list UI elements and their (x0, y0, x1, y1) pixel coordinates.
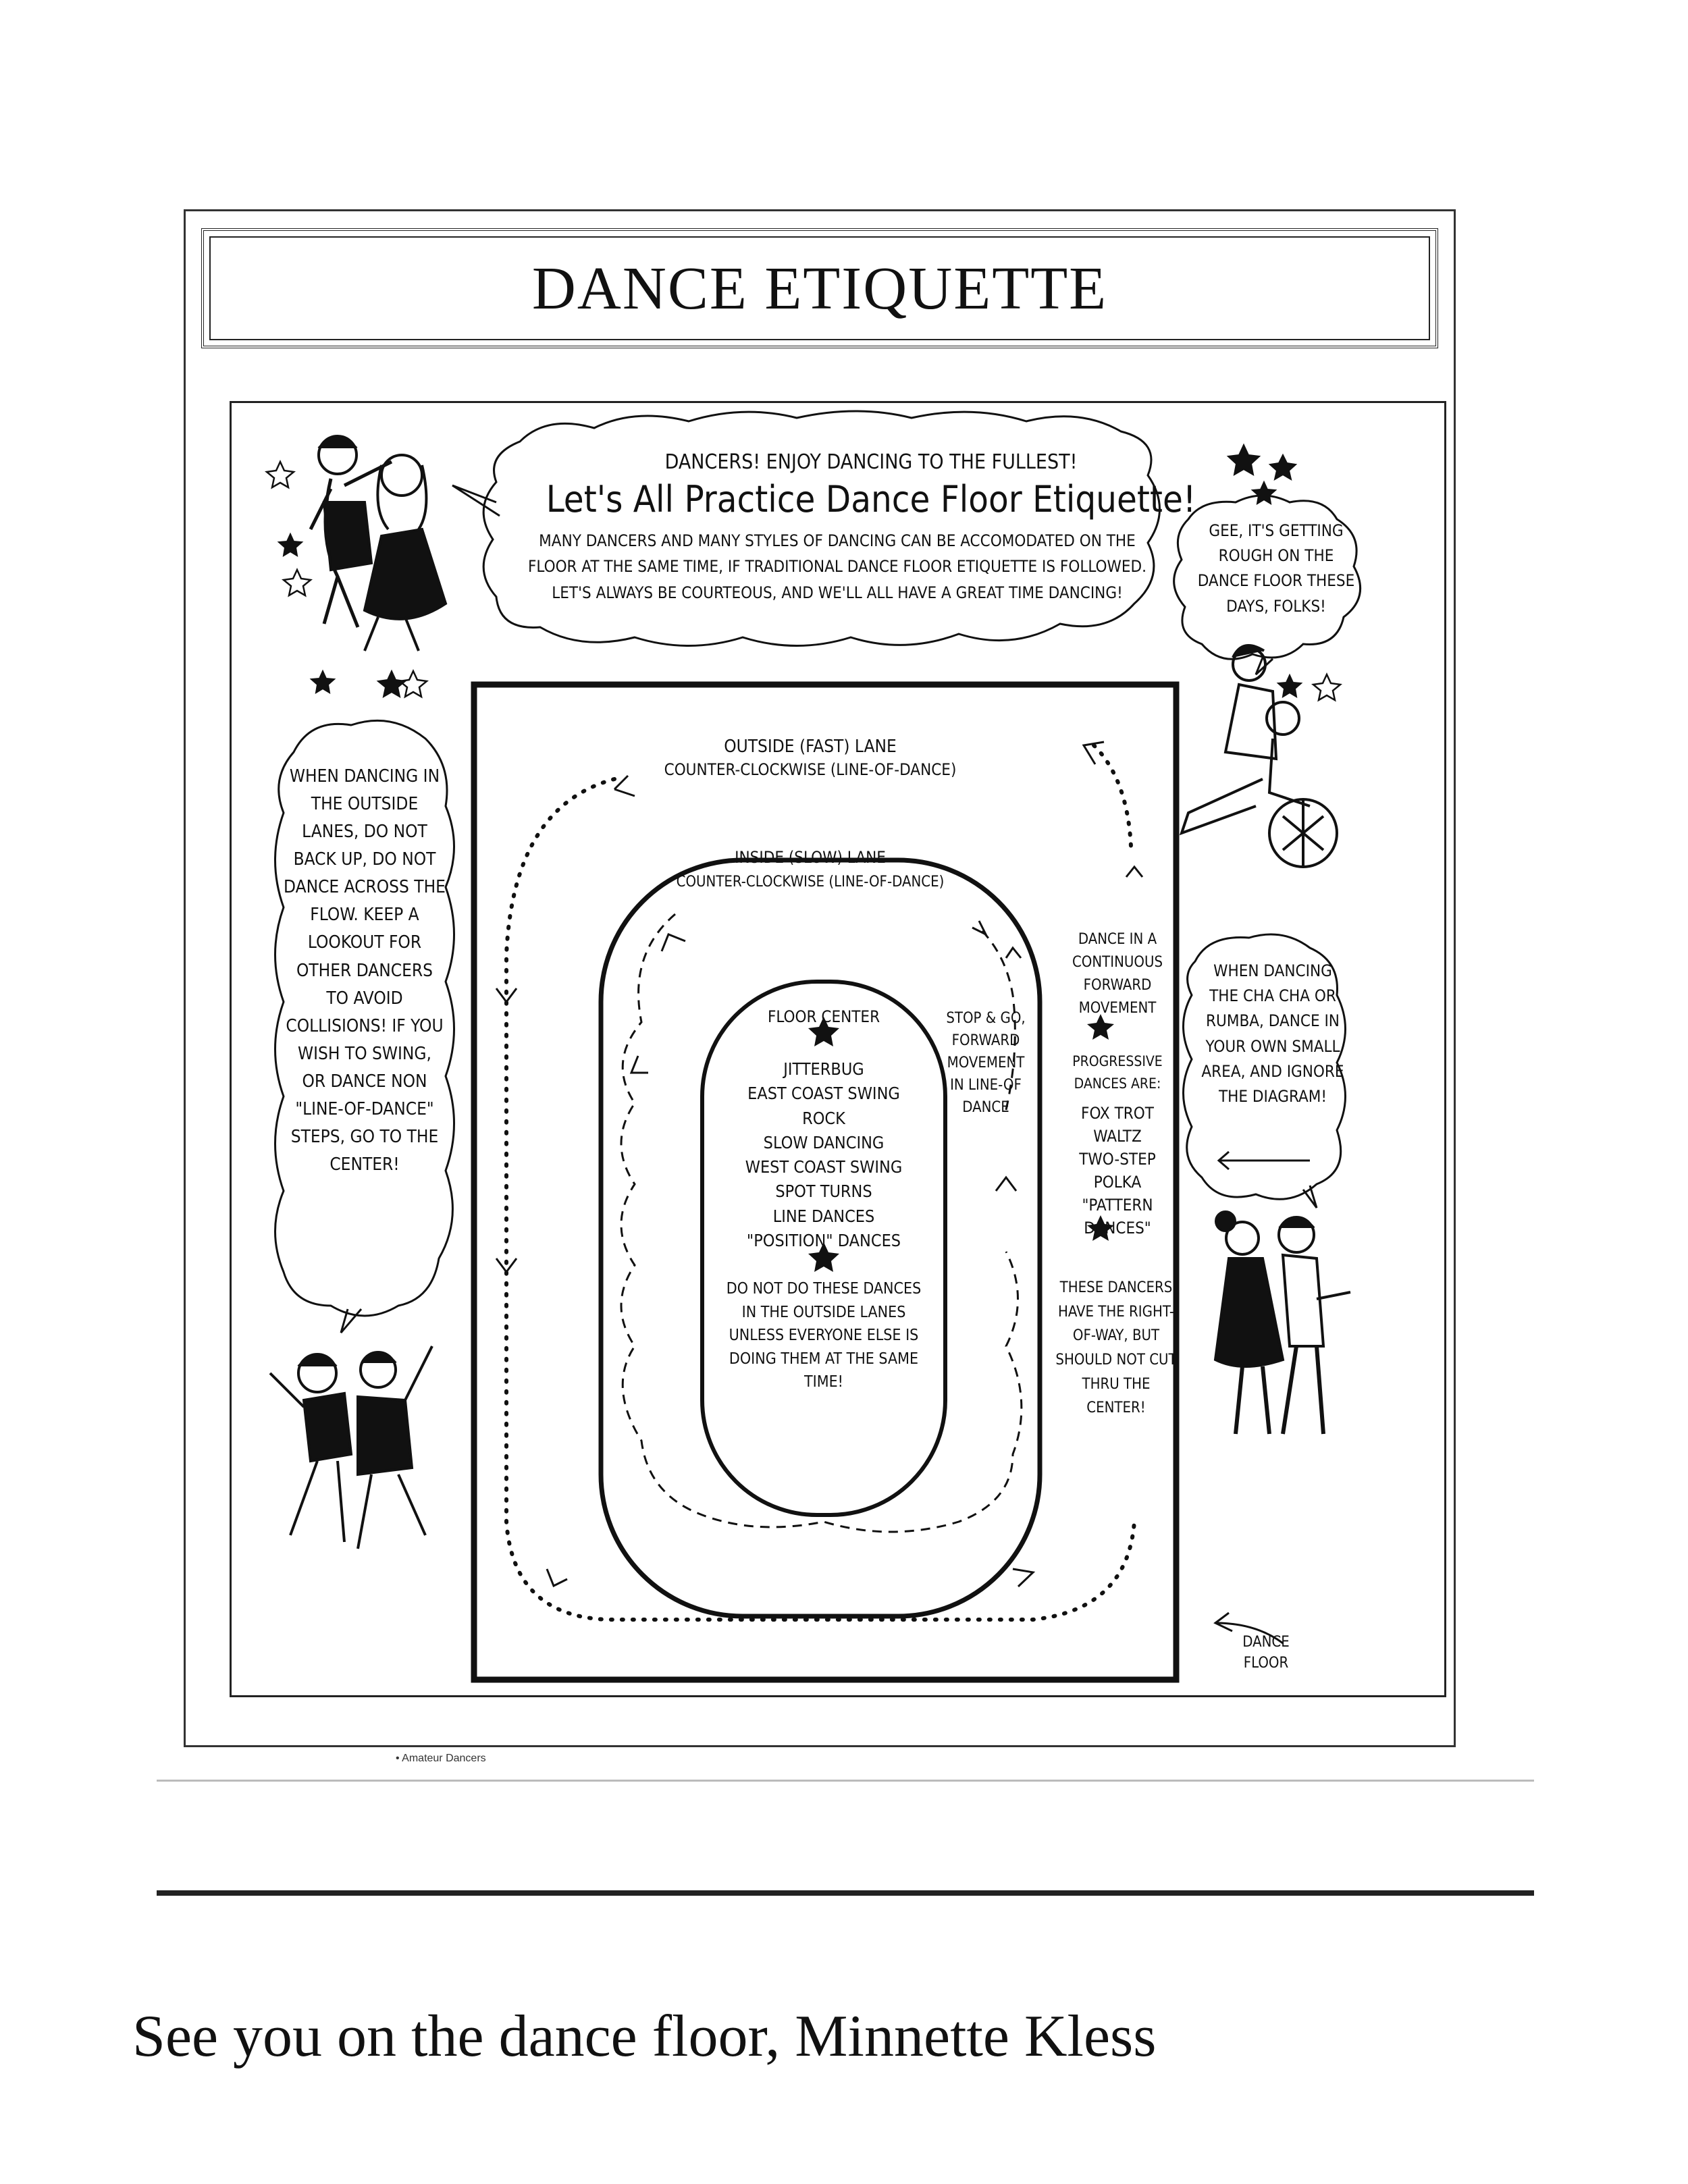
floor-center-heading: FLOOR CENTER (767, 1007, 880, 1026)
divider-thin (157, 1780, 1534, 1782)
progressive-dance-item: POLKA (1093, 1173, 1142, 1192)
banner-body: MANY DANCERS AND MANY STYLES OF DANCING CAN BE ACCOMODATED ON THE FLOOR AT THE SAME TIME, IF TRADITIONAL DANCE FLOOR ETIQUETTE IS FOLLOWED. LET'S ALWAYS BE COURTEOUS, AND WE'LL ALL HAVE A GREAT TIME DANCING! (527, 531, 1147, 602)
center-dance-item: ROCK (802, 1108, 845, 1128)
banner-headline: Let's All Practice Dance Floor Etiquette! (546, 478, 1196, 521)
progressive-dance-item: WALTZ (1093, 1127, 1142, 1146)
progressive-dance-item: "PATTERN DANCES" (1082, 1196, 1153, 1238)
stop-go-text: STOP & GO, FORWARD MOVEMENT IN LINE-OF DANCE (946, 1010, 1026, 1116)
right-of-way-text: THESE DANCERS HAVE THE RIGHT-OF-WAY, BUT SHOULD NOT CUT THRU THE CENTER! (1055, 1279, 1177, 1417)
dance-floor-label: DANCE FLOOR (1242, 1634, 1290, 1672)
outside-lane-name: OUTSIDE (FAST) LANE (724, 737, 897, 757)
signoff-text: See you on the dance floor, Minnette Kless (132, 2004, 1157, 2069)
banner-intro: DANCERS! ENJOY DANCING TO THE FULLEST! (664, 450, 1078, 474)
center-dance-item: SPOT TURNS (775, 1181, 872, 1202)
couple-illustration (311, 436, 446, 651)
inside-lane-name: INSIDE (SLOW) LANE (735, 848, 886, 867)
center-dance-item: "POSITION" DANCES (746, 1230, 901, 1250)
cha-cha-text: WHEN DANCING THE CHA CHA OR RUMBA, DANCE IN YOUR OWN SMALL AREA, AND IGNORE THE DIAGRAM! (1201, 961, 1344, 1106)
center-dance-item: EAST COAST SWING (747, 1084, 900, 1104)
wheelchair-illustration (1182, 645, 1337, 867)
continuous-text: DANCE IN A CONTINUOUS FORWARD MOVEMENT (1072, 931, 1163, 1017)
latin-couple-illustration (1215, 1212, 1350, 1434)
progressive-dance-item: FOX TROT (1081, 1104, 1154, 1123)
title-box (201, 228, 1438, 348)
inside-lane-direction: COUNTER-CLOCKWISE (LINE-OF-DANCE) (676, 874, 945, 890)
center-dance-item: JITTERBUG (783, 1059, 864, 1079)
jive-couple-illustration (270, 1346, 432, 1549)
divider-thick (157, 1890, 1534, 1896)
outside-lane-direction: COUNTER-CLOCKWISE (LINE-OF-DANCE) (664, 760, 957, 779)
floor-center-dances (716, 1057, 932, 1253)
progressive-dances (1050, 1102, 1185, 1240)
rough-bubble-text: GEE, IT'S GETTING ROUGH ON THE DANCE FLOOR THESE DAYS, FOLKS! (1197, 521, 1355, 616)
progressive-dance-item: TWO-STEP (1079, 1150, 1156, 1169)
center-dance-item: WEST COAST SWING (745, 1157, 903, 1177)
floor-center-warning: DO NOT DO THESE DANCES IN THE OUTSIDE LANES UNLESS EVERYONE ELSE IS DOING THEM AT THE SAME TIME! (726, 1280, 922, 1391)
poster-title: DANCE ETIQUETTE (531, 255, 1108, 322)
outside-lanes-text: WHEN DANCING IN THE OUTSIDE LANES, DO NOT BACK UP, DO NOT DANCE ACROSS THE FLOW. KEEP A LOOKOUT FOR OTHER DANCERS TO AVOID COLLISIONS! IF YOU WISH TO SWING, OR DANCE NON "LINE-OF-DANCE" STEPS, GO TO THE CENTER! (284, 766, 446, 1175)
progressive-heading: PROGRESSIVE DANCES ARE: (1072, 1053, 1163, 1092)
credit-line: • Amateur Dancers (396, 1753, 486, 1764)
center-dance-item: LINE DANCES (772, 1206, 875, 1226)
center-dance-item: SLOW DANCING (763, 1132, 885, 1152)
